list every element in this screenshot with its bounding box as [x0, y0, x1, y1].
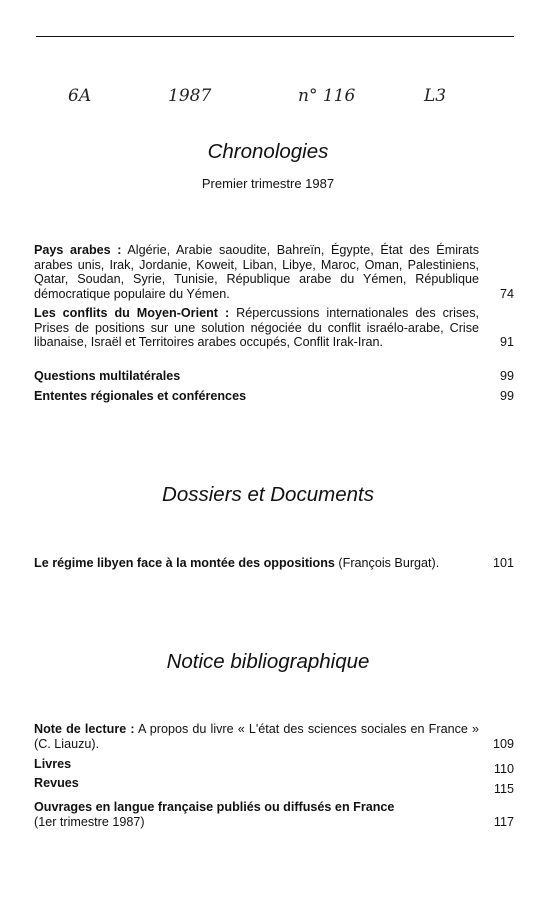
page-number: 91 [499, 335, 514, 350]
toc-entry-revues[interactable] [34, 776, 514, 796]
toc-entry-pays-arabes[interactable] [34, 243, 514, 301]
entry-text: Algérie, Arabie saoudite, Bahreïn, Égypte, État des Émirats arabes unis, Irak, Jordanie, Koweit, Liban, Libye, Maroc, Oman, Palestiniens, Qatar, Soudan, Syrie, Tunisie, République arabe du Yémen, République démocratique populaire du Yémen. [34, 243, 479, 301]
entry-heading: Pays arabes : [34, 243, 122, 257]
entry-heading: Le régime libyen face à la montée des oppositions [34, 556, 335, 570]
entry-heading: Les conflits du Moyen-Orient : [34, 306, 230, 320]
page-number: 74 [499, 286, 514, 301]
section-title-dossiers: Dossiers et Documents [162, 483, 374, 506]
entry-text: (François Burgat). [334, 556, 440, 570]
toc-entry-ententes[interactable] [34, 389, 514, 404]
section-title-notice: Notice bibliographique [166, 650, 370, 673]
toc-entry-conflits[interactable] [34, 306, 514, 350]
top-rule [36, 36, 514, 37]
entry-heading: Revues [34, 776, 79, 790]
handwritten-note-4: L3 [424, 86, 447, 106]
page-number: 115 [493, 782, 514, 796]
handwritten-note-2: 1987 [168, 86, 212, 106]
entry-heading: Livres [34, 757, 72, 771]
section-subtitle: Premier trimestre 1987 [201, 176, 335, 191]
page-number: 109 [492, 736, 514, 751]
page-number: 117 [493, 814, 514, 829]
toc-entry-ouvrages[interactable] [34, 800, 514, 829]
entry-text: Répercussions internationales des crises, Prises de positions sur une solution négociée du conflit israélo-arabe, Crise libanaise, Israël et Territoires arabes occupés, Conflit Irak-Iran. [34, 306, 479, 350]
handwritten-note-1: 6A [68, 86, 92, 106]
entry-heading: Ententes régionales et conférences [34, 389, 247, 403]
entry-text: (1er trimestre 1987) [34, 814, 145, 829]
page-number: 99 [499, 389, 514, 403]
page-number: 110 [493, 762, 514, 776]
section-title-chronologies: Chronologies [207, 140, 329, 163]
handwritten-note-3: n° 116 [298, 86, 356, 106]
entry-heading: Note de lecture : [34, 722, 135, 736]
toc-entry-note-de-lecture[interactable] [34, 722, 514, 751]
toc-entry-livres[interactable] [34, 757, 514, 776]
entry-text: A propos du livre « L'état des sciences sociales en France » (C. Liauzu). [34, 722, 479, 751]
page-number: 101 [492, 556, 514, 570]
entry-heading: Questions multilatérales [34, 369, 181, 383]
entry-heading: Ouvrages en langue française publiés ou diffusés en France [34, 800, 395, 814]
toc-entry-regime-libyen[interactable] [34, 556, 514, 571]
toc-entry-questions-multilaterales[interactable] [34, 369, 514, 384]
page-number: 99 [499, 369, 514, 383]
